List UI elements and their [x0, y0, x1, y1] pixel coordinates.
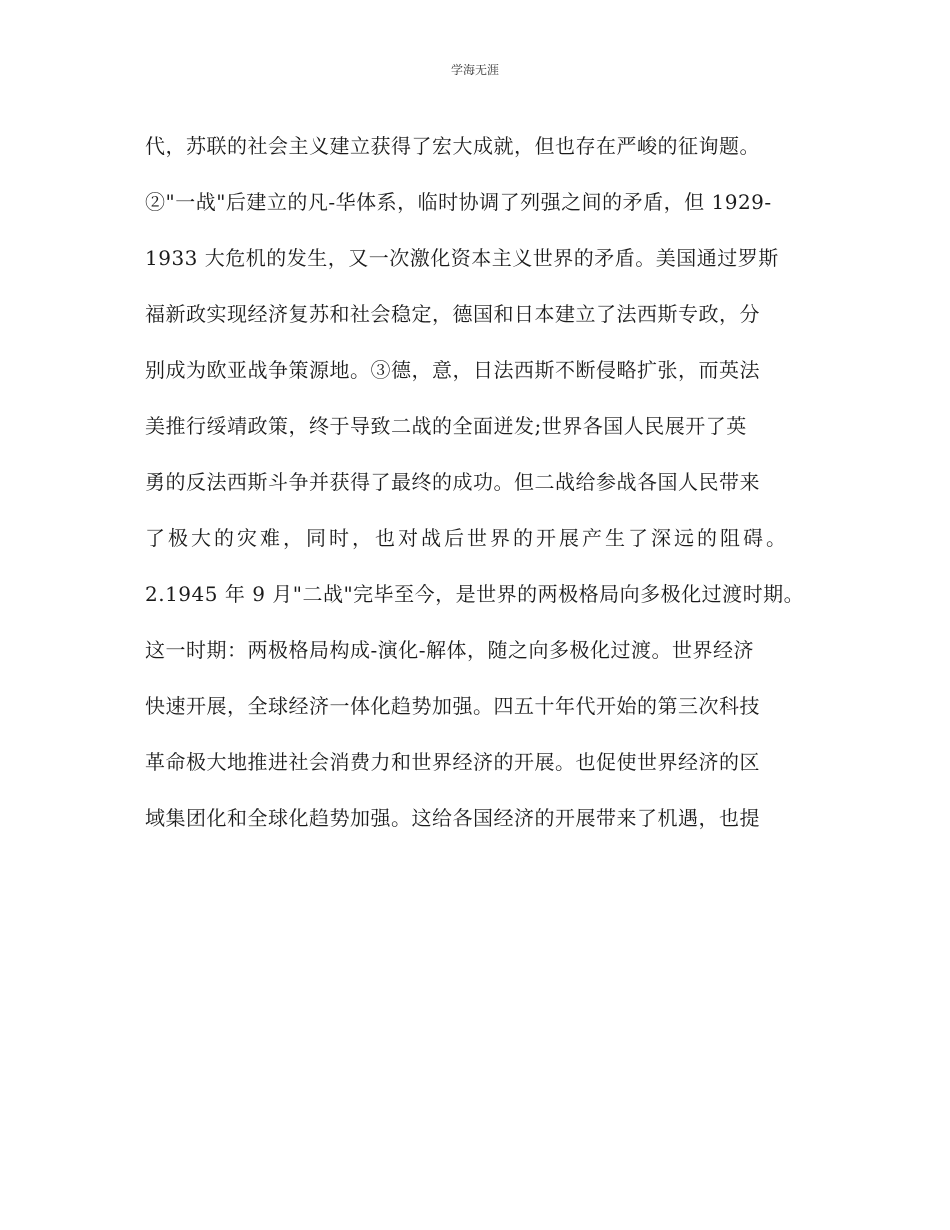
paragraph-line: 代，苏联的社会主义建立获得了宏大成就，但也存在严峻的征询题。	[145, 134, 760, 158]
paragraph-line: 别成为欧亚战争策源地。③德，意，日法西斯不断侵略扩张，而英法	[145, 358, 760, 382]
page-header: 学海无涯	[450, 63, 499, 77]
paragraph-line: 福新政实现经济复苏和社会稳定，德国和日本建立了法西斯专政，分	[145, 302, 760, 326]
paragraph-line: 域集团化和全球化趋势加强。这给各国经济的开展带来了机遇，也提	[145, 806, 760, 830]
paragraph-line: 勇的反法西斯斗争并获得了最终的成功。但二战给参战各国人民带来	[145, 470, 760, 494]
paragraph-line: 2.1945 年 9 月"二战"完毕至今，是世界的两极格局向多极化过渡时期。	[145, 582, 805, 606]
paragraph-line: 快速开展，全球经济一体化趋势加强。四五十年代开始的第三次科技	[145, 694, 760, 718]
paragraph-line: 了极大的灾难，同时，也对战后世界的开展产生了深远的阻碍。	[145, 526, 789, 550]
paragraph-line: 这一时期：两极格局构成-演化-解体，随之向多极化过渡。世界经济	[145, 638, 755, 662]
paragraph-line: ②"一战"后建立的凡-华体系，临时协调了列强之间的矛盾，但 1929-	[145, 190, 772, 214]
document-body	[145, 128, 835, 856]
paragraph-line: 1933 大危机的发生，又一次激化资本主义世界的矛盾。美国通过罗斯	[145, 246, 779, 270]
paragraph-line: 革命极大地推进社会消费力和世界经济的开展。也促使世界经济的区	[145, 750, 760, 774]
paragraph-line: 美推行绥靖政策，终于导致二战的全面迸发;世界各国人民展开了英	[145, 414, 747, 438]
